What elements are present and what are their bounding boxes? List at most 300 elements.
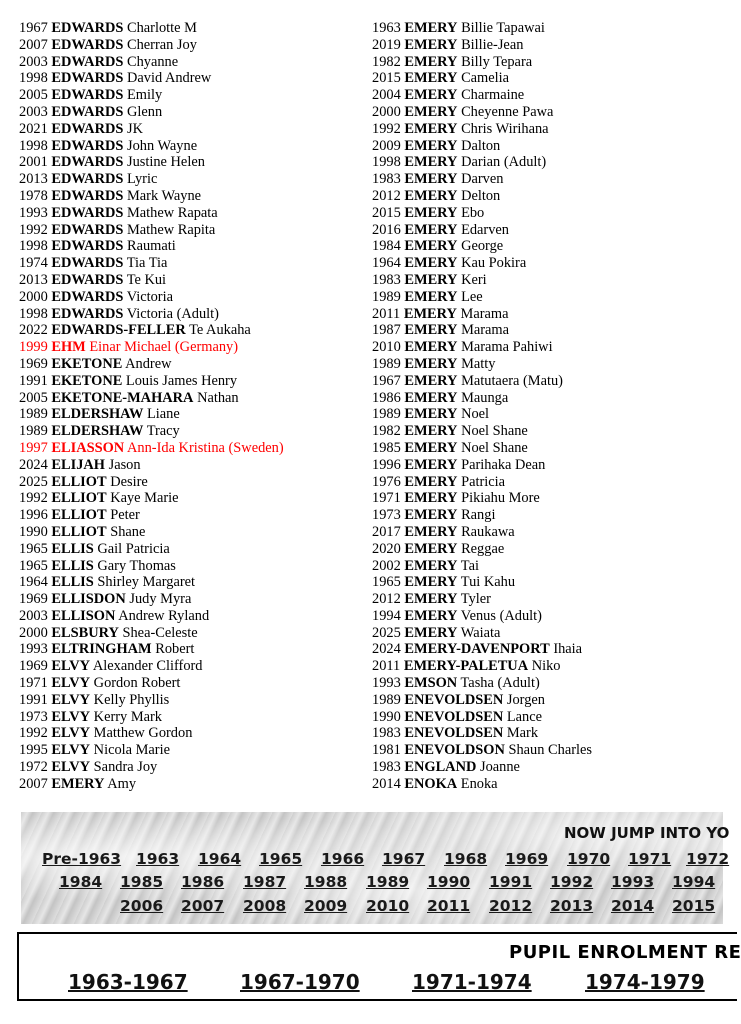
enrolment-year: 1989 bbox=[372, 691, 401, 708]
surname: ELTRINGHAM bbox=[51, 641, 152, 658]
surname: EMERY-DAVENPORT bbox=[404, 641, 550, 658]
surname: EDWARDS bbox=[51, 171, 124, 188]
given-names: Liane bbox=[146, 406, 180, 423]
enrolment-year: 1998 bbox=[19, 238, 48, 255]
surname: EMERY bbox=[404, 490, 458, 507]
name-entry bbox=[19, 104, 359, 121]
name-entry bbox=[372, 306, 722, 323]
name-entry bbox=[372, 423, 722, 440]
given-names: Cheyenne Pawa bbox=[461, 103, 554, 120]
surname: ELDERSHAW bbox=[51, 406, 144, 423]
name-entry bbox=[372, 37, 722, 54]
enrolment-year: 2016 bbox=[372, 221, 401, 238]
name-entry bbox=[372, 373, 722, 390]
enrolment-range-link-1974-1979[interactable]: 1974-1979 bbox=[585, 970, 705, 994]
given-names: Matty bbox=[461, 355, 496, 372]
enrolment-year: 1999 bbox=[19, 339, 48, 356]
enrolment-year: 2021 bbox=[19, 120, 48, 137]
year-link-1971[interactable]: 1971 bbox=[628, 850, 672, 868]
given-names: Kau Pokira bbox=[461, 255, 527, 272]
name-entry bbox=[372, 154, 722, 171]
name-entry bbox=[372, 222, 722, 239]
enrolment-year: 1989 bbox=[19, 406, 48, 423]
given-names: Cherran Joy bbox=[126, 36, 197, 53]
surname: ELLISON bbox=[51, 607, 116, 624]
name-entry bbox=[372, 776, 722, 793]
name-entry bbox=[19, 390, 359, 407]
name-entry bbox=[372, 70, 722, 87]
enrolment-year: 1993 bbox=[19, 641, 48, 658]
name-entry bbox=[19, 474, 359, 491]
name-entry bbox=[19, 306, 359, 323]
surname: EMERY bbox=[404, 36, 458, 53]
enrolment-year: 2015 bbox=[372, 70, 401, 87]
enrolment-year: 1978 bbox=[19, 187, 48, 204]
jump-heading: NOW JUMP INTO YO bbox=[564, 824, 730, 842]
given-names: Louis James Henry bbox=[125, 372, 238, 389]
name-entry bbox=[19, 759, 359, 776]
name-entry bbox=[372, 759, 722, 776]
given-names: Niko bbox=[531, 658, 561, 675]
year-link-1985[interactable]: 1985 bbox=[120, 873, 164, 891]
given-names: Tyler bbox=[460, 591, 491, 608]
surname: EMERY bbox=[404, 70, 458, 87]
given-names: David Andrew bbox=[126, 70, 212, 87]
given-names: Charmaine bbox=[461, 87, 525, 104]
given-names: Glenn bbox=[126, 103, 163, 120]
given-names: Justine Helen bbox=[126, 154, 205, 171]
given-names: Lyric bbox=[126, 171, 158, 188]
enrolment-year: 2012 bbox=[372, 187, 401, 204]
given-names: Kelly Phyllis bbox=[93, 691, 170, 708]
enrolment-year: 2017 bbox=[372, 523, 401, 540]
given-names: Lance bbox=[506, 708, 543, 725]
enrolment-year: 1990 bbox=[19, 523, 48, 540]
surname: ELVY bbox=[51, 658, 91, 675]
given-names: Chris Wirihana bbox=[461, 120, 549, 137]
name-entry bbox=[372, 20, 722, 37]
enrolment-year: 2003 bbox=[19, 103, 48, 120]
surname: EMERY bbox=[404, 523, 458, 540]
surname: EMERY bbox=[404, 473, 458, 490]
surname: EDWARDS bbox=[51, 103, 124, 120]
given-names: Joanne bbox=[479, 759, 520, 776]
surname: ELLIS bbox=[51, 540, 94, 557]
enrolment-year: 1976 bbox=[372, 473, 401, 490]
year-link-1986[interactable]: 1986 bbox=[181, 873, 225, 891]
enrolment-title: PUPIL ENROLMENT RE bbox=[509, 942, 741, 963]
surname: EMERY bbox=[404, 238, 458, 255]
year-link-2012[interactable]: 2012 bbox=[489, 897, 533, 915]
given-names: Gary Thomas bbox=[97, 557, 176, 574]
name-entry bbox=[19, 658, 359, 675]
name-entry bbox=[372, 171, 722, 188]
enrolment-year: 1983 bbox=[372, 271, 401, 288]
name-entry bbox=[19, 725, 359, 742]
given-names: Peter bbox=[110, 507, 140, 524]
enrolment-year: 1981 bbox=[372, 742, 401, 759]
year-link-pre-1963[interactable]: Pre-1963 bbox=[42, 850, 122, 868]
surname: EDWARDS bbox=[51, 271, 124, 288]
given-names: Marama Pahiwi bbox=[461, 339, 553, 356]
given-names: Emily bbox=[126, 87, 163, 104]
enrolment-year: 1991 bbox=[19, 691, 48, 708]
year-link-2009[interactable]: 2009 bbox=[304, 897, 348, 915]
enrolment-year: 1971 bbox=[372, 490, 401, 507]
surname: EMERY bbox=[404, 557, 458, 574]
given-names: John Wayne bbox=[126, 137, 198, 154]
surname: EDWARDS bbox=[51, 305, 124, 322]
year-link-1994[interactable]: 1994 bbox=[672, 873, 716, 891]
year-link-2006[interactable]: 2006 bbox=[120, 897, 164, 915]
enrolment-year: 1983 bbox=[372, 759, 401, 776]
enrolment-range-link-1963-1967[interactable]: 1963-1967 bbox=[68, 970, 188, 994]
enrolment-year: 2024 bbox=[372, 641, 401, 658]
year-link-1993[interactable]: 1993 bbox=[611, 873, 655, 891]
surname: EDWARDS bbox=[51, 204, 124, 221]
name-entry bbox=[372, 490, 722, 507]
enrolment-year: 2000 bbox=[19, 288, 48, 305]
given-names: Rangi bbox=[461, 507, 496, 524]
year-link-1984[interactable]: 1984 bbox=[59, 873, 103, 891]
name-entry bbox=[372, 272, 722, 289]
name-entry bbox=[372, 339, 722, 356]
surname: ELLIOT bbox=[51, 490, 107, 507]
name-entry bbox=[372, 524, 722, 541]
name-entry bbox=[372, 54, 722, 71]
year-link-1991[interactable]: 1991 bbox=[489, 873, 533, 891]
enrolment-year: 1987 bbox=[372, 322, 401, 339]
given-names: Billie Tapawai bbox=[461, 20, 545, 36]
enrolment-year: 2015 bbox=[372, 204, 401, 221]
name-entry bbox=[19, 675, 359, 692]
surname: EMERY bbox=[404, 271, 458, 288]
name-entry bbox=[372, 507, 722, 524]
name-entry bbox=[372, 658, 722, 675]
given-names: Tasha (Adult) bbox=[460, 675, 540, 692]
name-entry bbox=[19, 222, 359, 239]
enrolment-year: 1998 bbox=[19, 137, 48, 154]
surname: ENEVOLDSEN bbox=[404, 708, 504, 725]
surname: ENEVOLDSEN bbox=[404, 725, 504, 742]
name-entry bbox=[19, 238, 359, 255]
surname: EMSON bbox=[404, 675, 458, 692]
given-names: JK bbox=[126, 120, 143, 137]
enrolment-year: 1973 bbox=[19, 708, 48, 725]
enrolment-year: 1994 bbox=[372, 607, 401, 624]
name-entry bbox=[372, 238, 722, 255]
name-entry bbox=[19, 171, 359, 188]
surname: EMERY bbox=[404, 171, 458, 188]
enrolment-year: 1983 bbox=[372, 725, 401, 742]
enrolment-year: 1990 bbox=[372, 708, 401, 725]
name-entry bbox=[372, 725, 722, 742]
given-names: Raukawa bbox=[461, 523, 515, 540]
enrolment-year: 2007 bbox=[19, 36, 48, 53]
surname: EMERY bbox=[404, 221, 458, 238]
surname: EMERY bbox=[404, 591, 458, 608]
given-names: Gordon Robert bbox=[93, 675, 181, 692]
given-names: Tracy bbox=[146, 423, 180, 440]
enrolment-year: 1995 bbox=[19, 742, 48, 759]
enrolment-year: 1992 bbox=[19, 221, 48, 238]
name-entry bbox=[19, 339, 359, 356]
name-entry bbox=[19, 574, 359, 591]
surname: ENGLAND bbox=[404, 759, 477, 776]
given-names: Enoka bbox=[460, 775, 498, 792]
name-entry bbox=[372, 390, 722, 407]
enrolment-year: 1996 bbox=[372, 456, 401, 473]
enrolment-year: 2022 bbox=[19, 322, 48, 339]
name-entry bbox=[372, 356, 722, 373]
surname: ELVY bbox=[51, 691, 91, 708]
enrolment-register-box bbox=[17, 932, 741, 1001]
enrolment-year: 1992 bbox=[19, 725, 48, 742]
surname: EMERY bbox=[404, 540, 458, 557]
surname: ELIASSON bbox=[51, 439, 125, 456]
surname: EMERY bbox=[404, 423, 458, 440]
enrolment-year: 2000 bbox=[372, 103, 401, 120]
given-names: Ebo bbox=[461, 204, 485, 221]
surname: EMERY bbox=[404, 322, 458, 339]
enrolment-year: 2001 bbox=[19, 154, 48, 171]
year-link-1969[interactable]: 1969 bbox=[505, 850, 549, 868]
given-names: Maunga bbox=[461, 389, 509, 406]
name-entry bbox=[19, 37, 359, 54]
surname: EMERY bbox=[404, 288, 458, 305]
surname: EDWARDS bbox=[51, 288, 124, 305]
year-link-1970[interactable]: 1970 bbox=[567, 850, 611, 868]
name-entry bbox=[19, 641, 359, 658]
given-names: Tia Tia bbox=[126, 255, 168, 272]
given-names: Shaun Charles bbox=[508, 742, 593, 759]
enrolment-year: 2004 bbox=[372, 87, 401, 104]
name-entry bbox=[372, 104, 722, 121]
name-entry bbox=[19, 591, 359, 608]
given-names: Chyanne bbox=[126, 53, 179, 70]
surname: EMERY bbox=[404, 103, 458, 120]
surname: EMERY bbox=[404, 204, 458, 221]
enrolment-year: 1986 bbox=[372, 389, 401, 406]
surname: EDWARDS bbox=[51, 53, 124, 70]
name-entry bbox=[19, 709, 359, 726]
given-names: Te Kui bbox=[126, 271, 167, 288]
given-names: Sandra Joy bbox=[93, 759, 158, 776]
name-entry bbox=[19, 507, 359, 524]
enrolment-year: 1969 bbox=[19, 591, 48, 608]
name-entry bbox=[19, 138, 359, 155]
enrolment-year: 2020 bbox=[372, 540, 401, 557]
given-names: Waiata bbox=[460, 624, 501, 641]
given-names: Einar Michael (Germany) bbox=[89, 339, 239, 356]
year-link-2011[interactable]: 2011 bbox=[427, 897, 471, 915]
given-names: Billy Tepara bbox=[461, 53, 533, 70]
surname: EKETONE bbox=[51, 372, 123, 389]
year-link-1963[interactable]: 1963 bbox=[136, 850, 180, 868]
surname: EDWARDS bbox=[51, 70, 124, 87]
given-names: Tai bbox=[460, 557, 479, 574]
name-entry bbox=[19, 490, 359, 507]
given-names: Marama bbox=[461, 322, 510, 339]
name-entry bbox=[372, 255, 722, 272]
given-names: Andrew Ryland bbox=[118, 607, 210, 624]
given-names: Kerry Mark bbox=[93, 708, 162, 725]
surname: ELDERSHAW bbox=[51, 423, 144, 440]
year-link-2008[interactable]: 2008 bbox=[243, 897, 287, 915]
surname: EDWARDS bbox=[51, 20, 124, 36]
enrolment-year: 2014 bbox=[372, 775, 401, 792]
enrolment-year: 2025 bbox=[19, 473, 48, 490]
enrolment-year: 1967 bbox=[19, 20, 48, 36]
given-names: Darven bbox=[461, 171, 504, 188]
enrolment-year: 1967 bbox=[372, 372, 401, 389]
given-names: Amy bbox=[107, 775, 137, 792]
year-link-1967[interactable]: 1967 bbox=[382, 850, 426, 868]
enrolment-year: 1993 bbox=[372, 675, 401, 692]
name-entry bbox=[19, 541, 359, 558]
year-jump-panel bbox=[21, 812, 730, 924]
name-entry bbox=[372, 440, 722, 457]
name-entry bbox=[372, 574, 722, 591]
year-link-2013[interactable]: 2013 bbox=[550, 897, 594, 915]
right-name-column bbox=[372, 20, 722, 793]
surname: EMERY bbox=[404, 574, 458, 591]
enrolment-year: 2012 bbox=[372, 591, 401, 608]
given-names: Mark Wayne bbox=[126, 187, 202, 204]
given-names: Delton bbox=[461, 187, 501, 204]
name-entry bbox=[372, 558, 722, 575]
name-entry bbox=[19, 423, 359, 440]
year-link-1992[interactable]: 1992 bbox=[550, 873, 594, 891]
given-names: Raumati bbox=[126, 238, 176, 255]
name-entry bbox=[19, 154, 359, 171]
enrolment-year: 1997 bbox=[19, 439, 48, 456]
surname: EMERY bbox=[404, 20, 458, 36]
name-entry bbox=[372, 474, 722, 491]
year-link-1972[interactable]: 1972 bbox=[686, 850, 730, 868]
given-names: Judy Myra bbox=[129, 591, 192, 608]
year-link-1990[interactable]: 1990 bbox=[427, 873, 471, 891]
year-link-1988[interactable]: 1988 bbox=[304, 873, 348, 891]
name-entry bbox=[372, 608, 722, 625]
name-entry bbox=[372, 709, 722, 726]
name-entry bbox=[19, 87, 359, 104]
enrolment-year: 1989 bbox=[19, 423, 48, 440]
given-names: Te Aukaha bbox=[189, 322, 251, 339]
enrolment-range-link-1967-1970[interactable]: 1967-1970 bbox=[240, 970, 360, 994]
given-names: Noel Shane bbox=[461, 439, 528, 456]
name-entry bbox=[372, 457, 722, 474]
surname: EMERY bbox=[404, 339, 458, 356]
surname: EMERY bbox=[404, 87, 458, 104]
enrolment-year: 1989 bbox=[372, 406, 401, 423]
enrolment-year: 1992 bbox=[19, 490, 48, 507]
given-names: George bbox=[461, 238, 504, 255]
given-names: Ihaia bbox=[553, 641, 583, 658]
name-entry bbox=[372, 541, 722, 558]
enrolment-year: 1998 bbox=[19, 70, 48, 87]
year-link-1989[interactable]: 1989 bbox=[366, 873, 410, 891]
name-entry bbox=[372, 322, 722, 339]
surname: EDWARDS-FELLER bbox=[51, 322, 186, 339]
enrolment-year: 1963 bbox=[372, 20, 401, 36]
given-names: Jorgen bbox=[506, 691, 545, 708]
surname: EMERY bbox=[404, 187, 458, 204]
name-entry bbox=[372, 289, 722, 306]
surname: EDWARDS bbox=[51, 221, 124, 238]
name-entry bbox=[19, 322, 359, 339]
enrolment-year: 1985 bbox=[372, 439, 401, 456]
surname: EMERY bbox=[404, 154, 458, 171]
surname: ELVY bbox=[51, 759, 91, 776]
given-names: Andrew bbox=[125, 355, 172, 372]
surname: ELVY bbox=[51, 725, 91, 742]
surname: EMERY bbox=[404, 406, 458, 423]
surname: EDWARDS bbox=[51, 120, 124, 137]
surname: EDWARDS bbox=[51, 238, 124, 255]
surname: EDWARDS bbox=[51, 87, 124, 104]
given-names: Alexander Clifford bbox=[92, 658, 203, 675]
surname: EMERY bbox=[51, 775, 105, 792]
name-entry bbox=[372, 87, 722, 104]
given-names: Nicola Marie bbox=[93, 742, 170, 759]
year-link-1965[interactable]: 1965 bbox=[259, 850, 303, 868]
year-link-1966[interactable]: 1966 bbox=[321, 850, 365, 868]
year-link-1968[interactable]: 1968 bbox=[444, 850, 488, 868]
enrolment-year: 1974 bbox=[19, 255, 48, 272]
name-entry bbox=[19, 373, 359, 390]
given-names: Tui Kahu bbox=[460, 574, 516, 591]
given-names: Mathew Rapata bbox=[126, 204, 218, 221]
year-link-2015[interactable]: 2015 bbox=[672, 897, 716, 915]
enrolment-year: 1983 bbox=[372, 171, 401, 188]
given-names: Noel bbox=[461, 406, 490, 423]
enrolment-year: 2025 bbox=[372, 624, 401, 641]
name-entry bbox=[19, 558, 359, 575]
enrolment-year: 1965 bbox=[19, 540, 48, 557]
given-names: Charlotte M bbox=[126, 20, 197, 36]
year-link-1964[interactable]: 1964 bbox=[198, 850, 242, 868]
given-names: Venus (Adult) bbox=[460, 607, 542, 624]
enrolment-year: 1965 bbox=[19, 557, 48, 574]
name-entry bbox=[372, 742, 722, 759]
given-names: Shea-Celeste bbox=[122, 624, 198, 641]
name-entry bbox=[372, 641, 722, 658]
surname: EMERY bbox=[404, 53, 458, 70]
enrolment-year: 1982 bbox=[372, 423, 401, 440]
surname: EDWARDS bbox=[51, 36, 124, 53]
surname: ELLISDON bbox=[51, 591, 126, 608]
given-names: Marama bbox=[460, 305, 509, 322]
surname: EDWARDS bbox=[51, 137, 124, 154]
enrolment-range-link-1971-1974[interactable]: 1971-1974 bbox=[412, 970, 532, 994]
enrolment-year: 1973 bbox=[372, 507, 401, 524]
name-entry bbox=[372, 138, 722, 155]
name-entry bbox=[19, 524, 359, 541]
surname: EDWARDS bbox=[51, 255, 124, 272]
given-names: Parihaka Dean bbox=[461, 456, 546, 473]
enrolment-year: 2024 bbox=[19, 456, 48, 473]
year-link-1987[interactable]: 1987 bbox=[243, 873, 287, 891]
given-names: Robert bbox=[155, 641, 195, 658]
surname: EMERY bbox=[404, 120, 458, 137]
name-entry bbox=[19, 742, 359, 759]
surname: EMERY bbox=[404, 355, 458, 372]
year-link-2014[interactable]: 2014 bbox=[611, 897, 655, 915]
name-entry bbox=[19, 406, 359, 423]
year-link-2010[interactable]: 2010 bbox=[366, 897, 410, 915]
year-link-2007[interactable]: 2007 bbox=[181, 897, 225, 915]
